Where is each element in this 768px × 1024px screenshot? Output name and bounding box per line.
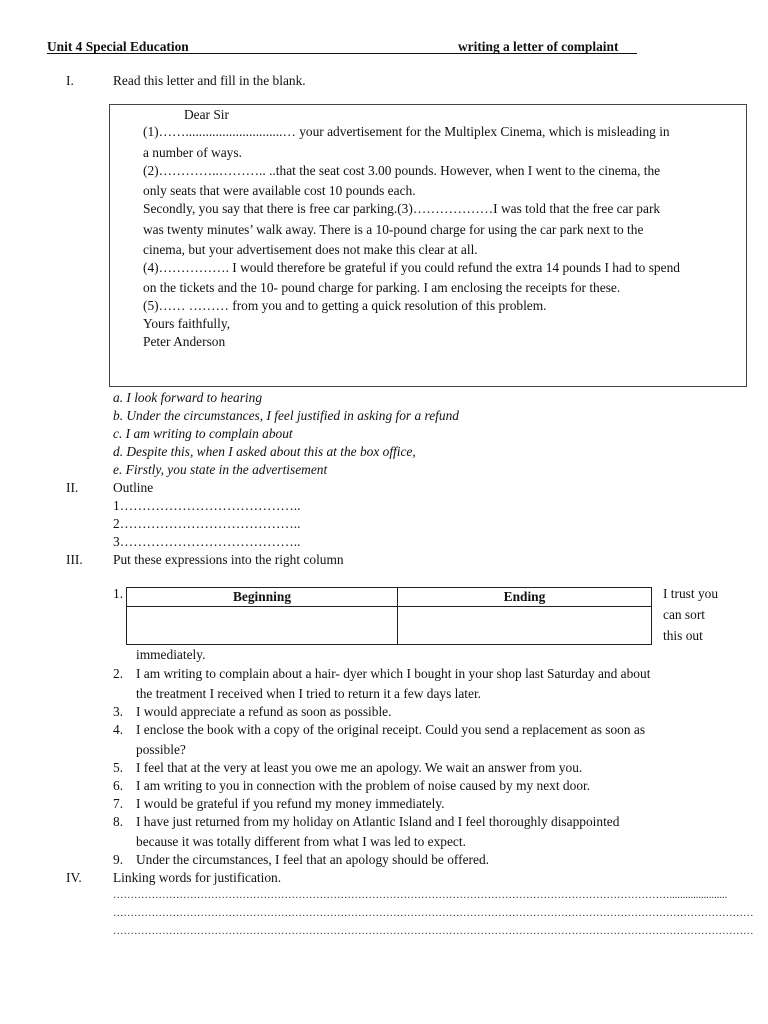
item-1-continuation: immediately. [136,647,206,662]
expression-item: possible? [136,742,186,757]
item-number: 5. [113,760,124,775]
expression-item: I would appreciate a refund as soon as possible. [136,704,392,719]
section-3-instruction: Put these expressions into the right column [113,552,344,567]
expression-item: because it was totally different from what I was led to expect. [136,834,466,849]
letter-closing: Yours faithfully, [143,316,231,331]
sorting-table [126,587,652,645]
expression-item: I am writing to you in connection with the problem of noise caused by my next door. [136,778,591,793]
unit-title: Unit 4 Special Education [47,39,189,54]
letter-line: on the tickets and the 10- pound charge for parking. I am enclosing the receipts for these. [143,280,621,295]
letter-line: (4)……………. I would therefore be grateful if you could refund the extra 14 pounds I had to spend [143,260,680,275]
section-1-instruction: Read this letter and fill in the blank. [113,73,306,88]
letter-line: was twenty minutes’ walk away. There is a 10-pound charge for using the car park next to the [143,222,644,237]
item-1-side-text: I trust you [663,586,719,601]
option-b: b. Under the circumstances, I feel justified in asking for a refund [113,408,459,423]
section-4-numeral: IV. [66,870,82,885]
answer-line[interactable]: ……………………………………………………………………………………………………………………………………………...................... [113,890,728,901]
letter-greeting: Dear Sir [184,107,229,122]
expression-item: the treatment I received when I tried to return it a few days later. [136,686,482,701]
option-e: e. Firstly, you state in the advertisement [113,462,328,477]
item-number: 9. [113,852,124,867]
item-number: 1. [113,586,124,601]
answer-line[interactable]: ………………………………………………………………………………………………………………………………………………………………… [113,908,754,919]
item-number: 8. [113,814,124,829]
answer-line[interactable]: ………………………………………………………………………………………………………………………………………………………………… [113,926,754,937]
expression-item: I am writing to complain about a hair- dyer which I bought in your shop last Saturday and about [136,666,651,681]
column-beginning-header: Beginning [127,588,398,607]
item-number: 7. [113,796,124,811]
column-ending-header: Ending [398,588,652,607]
section-2-title: Outline [113,480,154,495]
option-d: d. Despite this, when I asked about this at the box office, [113,444,416,459]
item-1-side-text: this out [663,628,703,643]
column-ending-cell[interactable] [398,607,652,645]
expression-item: I have just returned from my holiday on Atlantic Island and I feel thoroughly disappointed [136,814,620,829]
letter-line: (2)…………..……….. ..that the seat cost 3.00 pounds. However, when I went to the cinema, the [143,163,661,178]
item-number: 4. [113,722,124,737]
section-2-numeral: II. [66,480,79,495]
column-beginning-cell[interactable] [127,607,398,645]
letter-line: Secondly, you say that there is free car parking.(3)………………I was told that the free car park [143,201,661,216]
outline-item-2[interactable]: 2………………………………….. [113,516,301,531]
letter-line: cinema, but your advertisement does not make this clear at all. [143,242,478,257]
letter-line: (1)…….............................… your advertisement for the Multiplex Cinema, which is misleading in [143,124,670,139]
option-c: c. I am writing to complain about [113,426,293,441]
letter-line: only seats that were available cost 10 pounds each. [143,183,416,198]
section-3-numeral: III. [66,552,83,567]
topic-title: writing a letter of complaint [458,39,619,54]
header-underline [47,53,637,54]
section-4-title: Linking words for justification. [113,870,282,885]
expression-item: I would be grateful if you refund my money immediately. [136,796,445,811]
item-number: 3. [113,704,124,719]
outline-item-3[interactable]: 3………………………………….. [113,534,301,549]
option-a: a. I look forward to hearing [113,390,263,405]
expression-item: I feel that at the very at least you owe me an apology. We wait an answer from you. [136,760,583,775]
expression-item: I enclose the book with a copy of the original receipt. Could you send a replacement as soon as [136,722,646,737]
letter-line: a number of ways. [143,145,242,160]
item-number: 2. [113,666,124,681]
letter-line: (5)…… ……… from you and to getting a quick resolution of this problem. [143,298,547,313]
letter-signature: Peter Anderson [143,334,226,349]
section-1-numeral: I. [66,73,74,88]
item-number: 6. [113,778,124,793]
outline-item-1[interactable]: 1………………………………….. [113,498,301,513]
item-1-side-text: can sort [663,607,706,622]
expression-item: Under the circumstances, I feel that an apology should be offered. [136,852,489,867]
